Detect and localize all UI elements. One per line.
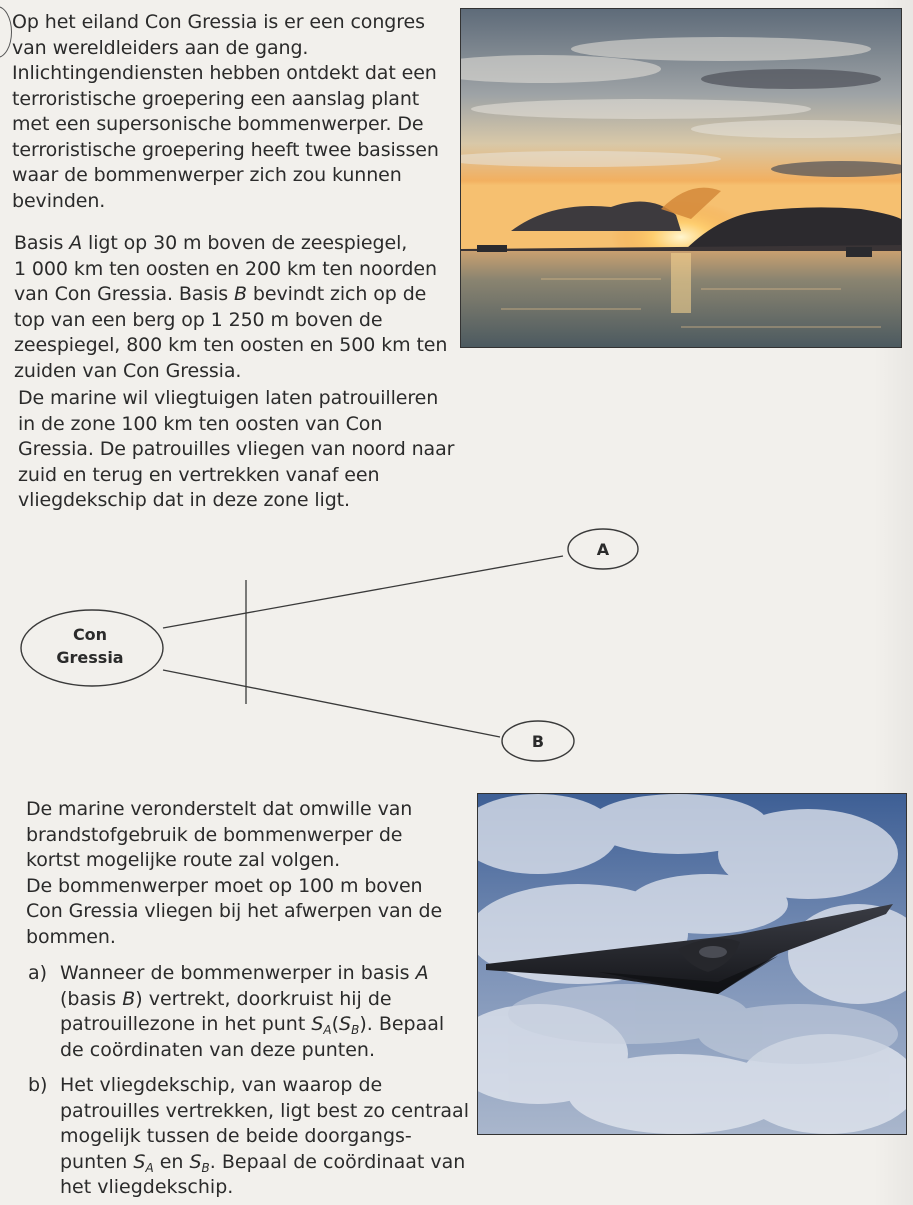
bases-paragraph — [14, 231, 448, 384]
text-fragment: . Bepaal de coördinaat van — [209, 1150, 466, 1173]
text-fragment: ) vertrekt, doorkruist hij de — [135, 987, 392, 1010]
symbol: S — [133, 1150, 146, 1173]
text-line: De bommenwerper moet op 100 m boven — [26, 874, 423, 897]
text-line: Op het eiland Con Gressia is er een congres — [12, 11, 425, 33]
route-diagram — [0, 520, 680, 780]
text-line: mogelijk tussen de beide doorgangs- — [60, 1125, 412, 1147]
text-line: van wereldleiders aan de gang. — [12, 36, 309, 59]
text-line — [60, 1012, 458, 1038]
text-fragment: bevindt zich op de — [246, 283, 427, 305]
variable-a: A — [69, 232, 83, 254]
text-line: 1 000 km ten oosten en 200 km ten noorden — [14, 257, 437, 280]
symbol: S — [189, 1150, 202, 1173]
text-line — [60, 987, 458, 1013]
con-gressia-label-line2: Gressia — [56, 648, 124, 667]
variable-b: B — [122, 987, 136, 1010]
text-line — [14, 282, 444, 308]
subscript: B — [201, 1160, 210, 1175]
text-line — [60, 1150, 469, 1176]
text-fragment: ). Bepaal — [359, 1013, 445, 1035]
navy-paragraph — [18, 386, 455, 514]
question-label: b) — [28, 1074, 48, 1096]
text-line: terroristische groepering heeft twee basissen — [12, 138, 439, 161]
subscript: A — [323, 1023, 332, 1037]
text-fragment: patrouillezone in het punt — [60, 1013, 312, 1035]
question-label: a) — [28, 962, 48, 984]
text-line: brandstofgebruik de bommenwerper de — [26, 823, 403, 846]
text-line: bommen. — [26, 925, 116, 948]
intro-paragraph — [12, 10, 442, 214]
con-gressia-label-line1: Con — [72, 625, 108, 644]
variable-b: B — [234, 283, 247, 305]
subscript: A — [145, 1160, 154, 1175]
text-fragment: punten — [60, 1150, 134, 1173]
bomber-photo — [477, 793, 907, 1135]
text-line: zuiden van Con Gressia. — [14, 359, 242, 382]
text-line: vliegdekschip dat in deze zone ligt. — [18, 489, 350, 511]
text-line — [60, 961, 458, 987]
text-fragment: en — [153, 1150, 190, 1173]
subscript: B — [351, 1023, 360, 1037]
text-fragment: ( — [331, 1013, 340, 1035]
text-fragment: Basis — [14, 232, 70, 254]
text-line: waar de bommenwerper zich zou kunnen — [12, 164, 402, 186]
question-b — [28, 1073, 469, 1201]
text-line: het vliegdekschip. — [60, 1176, 234, 1198]
base-b-label: B — [531, 732, 545, 751]
text-line: Het vliegdekschip, van waarop de — [60, 1074, 383, 1096]
text-line: in de zone 100 km ten oosten van Con — [18, 412, 383, 435]
point-sa — [311, 1013, 331, 1035]
point-sb — [189, 1151, 209, 1173]
text-line: Inlichtingendiensten hebben ontdekt dat een — [12, 62, 437, 84]
text-line: patrouilles vertrekken, ligt best zo centraal — [60, 1099, 469, 1122]
text-line: terroristische groepering een aanslag plant — [12, 87, 420, 110]
text-line: met een supersonische bommenwerper. De — [12, 113, 424, 135]
text-line: zeespiegel, 800 km ten oosten en 500 km ten — [14, 334, 448, 356]
question-a — [28, 961, 458, 1063]
text-line: bevinden. — [12, 189, 106, 212]
text-line: kortst mogelijke route zal volgen. — [26, 849, 341, 871]
route-line-a — [163, 556, 563, 628]
point-sb — [339, 1013, 359, 1035]
text-line: top van een berg op 1 250 m boven de — [14, 308, 383, 331]
assumption-paragraph — [26, 797, 446, 950]
text-line: De marine wil vliegtuigen laten patrouilleren — [18, 387, 439, 409]
text-fragment: van Con Gressia. Basis — [14, 283, 235, 305]
text-fragment: Wanneer de bommenwerper in basis — [60, 962, 416, 984]
point-sa — [133, 1151, 153, 1173]
text-line: De marine veronderstelt dat omwille van — [26, 798, 413, 820]
text-line: Gressia. De patrouilles vliegen van noord naar — [18, 438, 455, 460]
text-line: de coördinaten van deze punten. — [60, 1038, 375, 1061]
text-line — [14, 231, 444, 257]
sunset-photo — [460, 8, 902, 348]
base-a-label: A — [596, 540, 610, 559]
symbol: S — [339, 1013, 352, 1035]
page-corner-mark — [0, 6, 12, 58]
text-fragment: ligt op 30 m boven de zeespiegel, — [82, 232, 408, 254]
variable-a: A — [415, 962, 429, 984]
symbol: S — [311, 1013, 324, 1035]
text-line: zuid en terug en vertrekken vanaf een — [18, 463, 380, 486]
text-fragment: (basis — [60, 987, 123, 1010]
text-line: Con Gressia vliegen bij het afwerpen van de — [26, 900, 443, 922]
route-line-b — [163, 670, 500, 737]
